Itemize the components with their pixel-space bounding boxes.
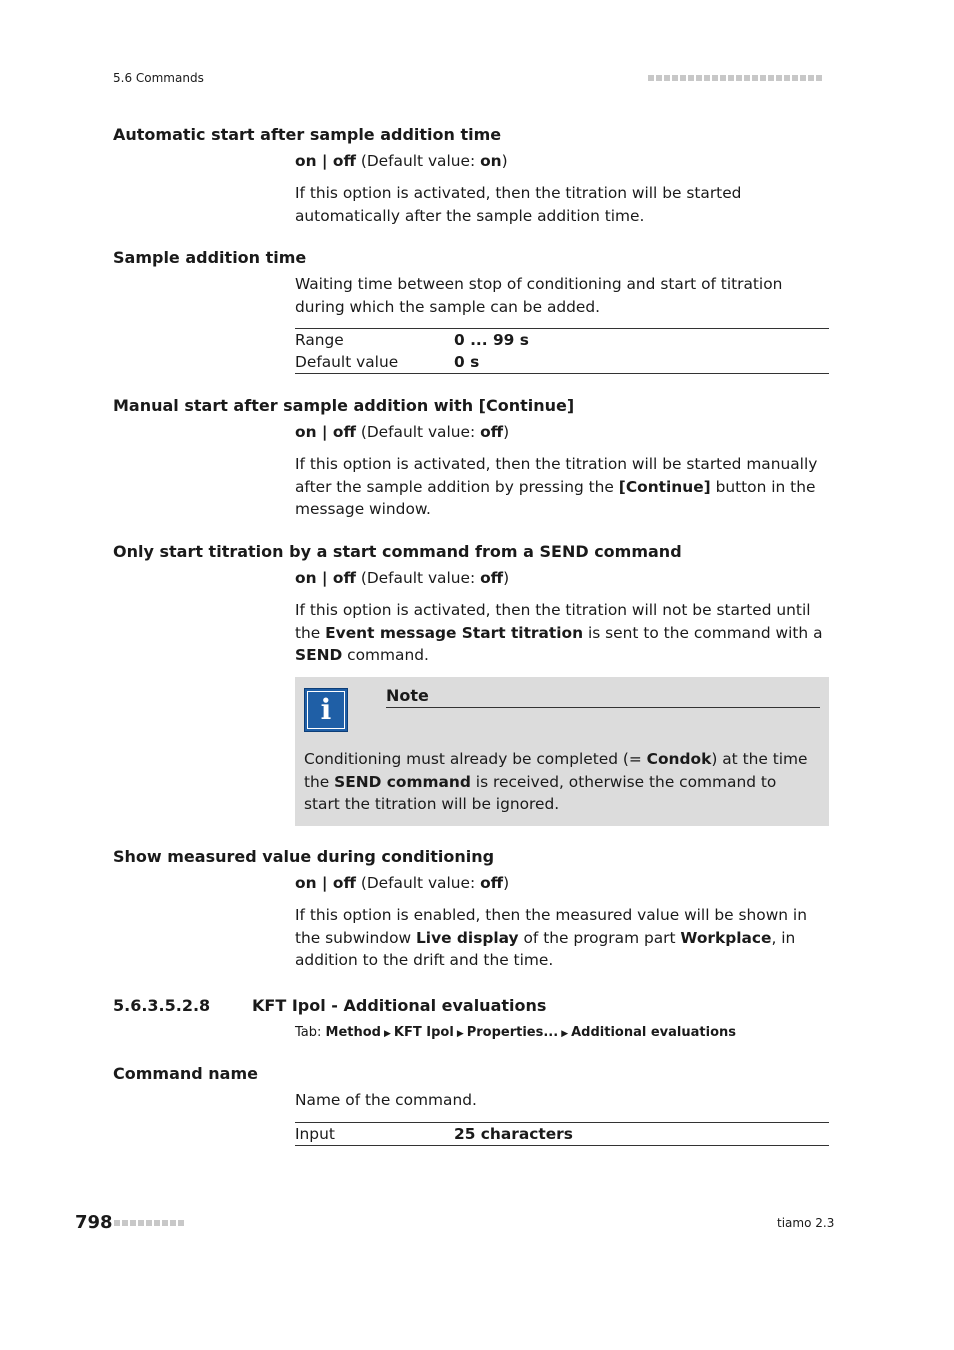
auto-start-description: If this option is activated, then the titration will be started automatically after the sample addition time. — [295, 184, 742, 225]
default-prefix: (Default value: — [355, 152, 481, 170]
path-item: Additional evaluations — [571, 1025, 736, 1040]
text-run: command. — [342, 646, 429, 664]
text-run: If this option is activated, then the titration will not be started until the — [295, 601, 811, 642]
manual-start-title: Manual start after sample addition with [Continue] — [113, 396, 575, 415]
arrow-right-icon: ▶ — [561, 1029, 569, 1039]
text-run: Conditioning must already be completed (= — [304, 750, 647, 768]
text-bold: Event message Start titration — [325, 623, 584, 642]
send-start-title: Only start titration by a start command from a SEND command — [113, 542, 682, 561]
table-value: 0 ... 99 s — [454, 331, 529, 349]
command-name-title: Command name — [113, 1064, 258, 1083]
info-glyph: i — [320, 693, 332, 726]
default-prefix: (Default value: — [355, 423, 481, 441]
sample-time-description: Waiting time between stop of conditioning and start of titration during which the sample can be added. — [295, 275, 783, 316]
command-name-table — [295, 1122, 829, 1146]
default-prefix: (Default value: — [355, 569, 481, 587]
on-off-label: on | off — [295, 569, 356, 587]
text-run: of the program part — [518, 928, 681, 947]
text-bold: SEND command — [334, 772, 471, 791]
auto-start-title: Automatic start after sample addition time — [113, 125, 502, 144]
default-value: off — [480, 423, 504, 441]
text-run: button in the message window. — [295, 477, 816, 518]
table-key: Range — [295, 331, 344, 349]
default-value: off — [480, 569, 504, 587]
note-box — [295, 677, 829, 826]
page-number: 798 — [75, 1212, 113, 1233]
running-header: 5.6 Commands — [113, 71, 204, 85]
send-start-default — [295, 567, 829, 590]
tab-prefix: Tab: — [295, 1025, 326, 1040]
note-text — [304, 748, 814, 816]
table-row — [295, 1123, 829, 1145]
table-row — [295, 351, 829, 373]
show-value-title: Show measured value during conditioning — [113, 847, 495, 866]
table-value: 25 characters — [454, 1125, 573, 1143]
text-run: If this option is activated, then the titration will be started manually after the sample addition by pressing the — [295, 455, 818, 496]
header-decoration-dots — [648, 75, 822, 81]
default-suffix: ) — [503, 423, 510, 441]
sample-time-table — [295, 328, 829, 374]
info-icon — [304, 688, 348, 732]
text-run: If this option is enabled, then the measured value will be shown in the subwindow — [295, 906, 807, 947]
manual-start-description — [295, 453, 829, 521]
default-suffix: ) — [503, 569, 510, 587]
table-key: Input — [295, 1125, 335, 1143]
subsection-number: 5.6.3.5.2.8 — [113, 996, 211, 1015]
send-start-description — [295, 599, 829, 667]
table-key: Default value — [295, 353, 399, 371]
default-value: on — [480, 152, 502, 170]
text-run: is sent to the command with a — [583, 623, 823, 642]
text-run: is received, otherwise the command to start the titration will be ignored. — [304, 772, 777, 813]
show-value-default — [295, 872, 829, 895]
subsection-title: KFT Ipol - Additional evaluations — [252, 996, 547, 1015]
text-run: ) at the time the — [304, 750, 808, 791]
tab-path — [295, 1025, 736, 1040]
on-off-label: on | off — [295, 874, 356, 892]
path-item: KFT Ipol — [393, 1025, 454, 1040]
auto-start-default — [295, 150, 829, 173]
sample-time-title: Sample addition time — [113, 248, 307, 267]
text-bold: Live display — [415, 928, 519, 947]
table-row — [295, 329, 829, 351]
command-name-description: Name of the command. — [295, 1091, 477, 1109]
text-bold: Workplace — [680, 928, 772, 947]
text-bold: Condok — [646, 750, 712, 768]
on-off-label: on | off — [295, 423, 356, 441]
table-value: 0 s — [454, 353, 480, 371]
manual-start-default — [295, 421, 829, 444]
default-suffix: ) — [501, 152, 508, 170]
path-item: Properties... — [466, 1025, 559, 1040]
on-off-label: on | off — [295, 152, 356, 170]
show-value-description — [295, 904, 829, 972]
path-item: Method — [325, 1025, 381, 1040]
note-title: Note — [386, 686, 820, 708]
text-run: , in addition to the drift and the time. — [295, 928, 796, 969]
footer-decoration-dots — [114, 1220, 184, 1226]
text-bold: SEND — [295, 646, 343, 664]
continue-button-ref: [Continue] — [618, 477, 711, 496]
default-suffix: ) — [503, 874, 510, 892]
arrow-right-icon: ▶ — [384, 1029, 391, 1039]
default-value: off — [480, 874, 504, 892]
arrow-right-icon: ▶ — [456, 1029, 464, 1039]
default-prefix: (Default value: — [355, 874, 481, 892]
product-name: tiamo 2.3 — [777, 1216, 835, 1230]
